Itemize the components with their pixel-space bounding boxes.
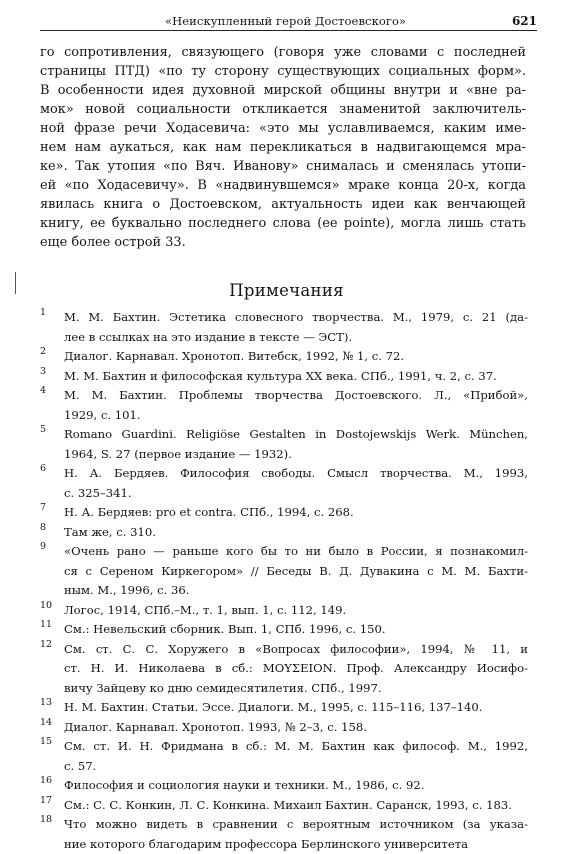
footnote-line: вичу Зайцеву ко дню семидесятилетия. СПб., 1997. [64, 679, 528, 699]
footnote-line: 1964, S. 27 (первое издание — 1932). [64, 445, 528, 465]
footnote-line: Romano Guardini. Religiöse Gestalten in Dostojewskijs Werk. München, [64, 425, 528, 445]
text-line: еще более острой 33. [40, 233, 526, 252]
footnote-text [64, 815, 528, 854]
text-line: мок» новой социальности откликается знаменитой заключитель- [40, 100, 526, 119]
footnote-text [64, 718, 528, 738]
footnote-text [64, 347, 528, 367]
footnote-line: М. М. Бахтин. Проблемы творчества Достоевского. Л., «Прибой», [64, 386, 528, 406]
footnote-line: Н. А. Бердяев: pro et contra. СПб., 1994, с. 268. [64, 503, 528, 523]
notes-heading: Примечания [0, 281, 573, 300]
footnote-text [64, 620, 528, 640]
footnote-line: ст. Н. И. Николаева в сб.: ΜΟΥΣΕΙΟΝ. Проф. Александру Иосифо- [64, 659, 528, 679]
footnote-line: 1929, с. 101. [64, 406, 528, 426]
footnote-text [64, 737, 528, 776]
footnote-number: 3 [40, 362, 46, 382]
footnote-line: с. 325–341. [64, 484, 528, 504]
footnote-number: 8 [40, 518, 46, 538]
footnote-line: лее в ссылках на это издание в тексте — ЭСТ). [64, 328, 528, 348]
footnote-text [64, 425, 528, 464]
footnote-number: 5 [40, 420, 46, 440]
footnote-text [64, 640, 528, 699]
footnote-number: 18 [40, 810, 52, 830]
footnote-line: Философия и социология науки и техники. М., 1986, с. 92. [64, 776, 528, 796]
footnote-number: 12 [40, 635, 52, 655]
text-line: В особенности идея духовной мирской общины внутри и «вне ра- [40, 81, 526, 100]
footnote-line: Там же, с. 310. [64, 523, 528, 543]
text-line: нем нам аукаться, как нам перекликаться в надвигающемся мра- [40, 138, 526, 157]
footnote-line: Диалог. Карнавал. Хронотоп. Витебск, 1992, № 1, с. 72. [64, 347, 528, 367]
footnote-line: «Очень рано — раньше кого бы то ни было в России, я познакомил- [64, 542, 528, 562]
footnote-number: 1 [40, 303, 46, 323]
footnote-text [64, 386, 528, 425]
footnote-text [64, 503, 528, 523]
footnote-line: См.: Невельский сборник. Вып. 1, СПб. 1996, с. 150. [64, 620, 528, 640]
footnote-number: 11 [40, 615, 52, 635]
footnote-text [64, 523, 528, 543]
footnote-line: ся с Сереном Киркегором» // Беседы В. Д. Дувакина с М. М. Бахти- [64, 562, 528, 582]
footnote-line: Логос, 1914, СПб.–М., т. 1, вып. 1, с. 112, 149. [64, 601, 528, 621]
footnote-line: ние которого благодарим профессора Берлинского университета [64, 835, 528, 854]
footnote-line: Н. А. Бердяев. Философия свободы. Смысл творчества. М., 1993, [64, 464, 528, 484]
text-line: ей «по Ходасевичу». В «надвинувшемся» мраке конца 20-х, когда [40, 176, 526, 195]
footnote-line: Что можно видеть в сравнении с вероятным источником (за указа- [64, 815, 528, 835]
footnote-text [64, 776, 528, 796]
running-title: «Неискупленный герой Достоевского» [165, 12, 406, 30]
footnote-number: 7 [40, 498, 46, 518]
footnote-line: Диалог. Карнавал. Хронотоп. 1993, № 2–3, с. 158. [64, 718, 528, 738]
main-text [40, 43, 526, 252]
footnote-line: См. ст. С. С. Хоружего в «Вопросах философии», 1994, № 11, и [64, 640, 528, 660]
footnote-line: с. 57. [64, 757, 528, 777]
text-line: го сопротивления, связующего (говоря уже словами с последней [40, 43, 526, 62]
footnote-text [64, 698, 528, 718]
footnote-text [64, 796, 528, 816]
footnote-text [64, 601, 528, 621]
footnote-text [64, 367, 528, 387]
footnote-number: 14 [40, 713, 52, 733]
footnote-line: М. М. Бахтин. Эстетика словесного творчества. М., 1979, с. 21 (да- [64, 308, 528, 328]
text-line: страницы ПТД) «по ту сторону существующих социальных форм». [40, 62, 526, 81]
footnote-line: М. М. Бахтин и философская культура XX века. СПб., 1991, ч. 2, с. 37. [64, 367, 528, 387]
footnote-number: 16 [40, 771, 52, 791]
footnote-text [64, 542, 528, 601]
text-line: ке». Так утопия «по Вяч. Иванову» снималась и сменялась утопи- [40, 157, 526, 176]
footnote-number: 13 [40, 693, 52, 713]
footnote-text [64, 464, 528, 503]
footnote-number: 6 [40, 459, 46, 479]
text-line: ной фразе речи Ходасевича: «это мы уславливаемся, каким име- [40, 119, 526, 138]
footnote-line: ным. М., 1996, с. 36. [64, 581, 528, 601]
footnote-number: 10 [40, 596, 52, 616]
footnote-text [64, 308, 528, 347]
footnote-line: Н. М. Бахтин. Статьи. Эссе. Диалоги. М., 1995, с. 115–116, 137–140. [64, 698, 528, 718]
footnote-number: 2 [40, 342, 46, 362]
text-line: явилась книга о Достоевском, актуальность идеи как венчающей [40, 195, 526, 214]
footnote-number: 15 [40, 732, 52, 752]
page-number: 621 [512, 12, 537, 30]
footnote-line: См.: С. С. Конкин, Л. С. Конкина. Михаил Бахтин. Саранск, 1993, с. 183. [64, 796, 528, 816]
text-line: книгу, ее буквально последнего слова (ее pointe), могла лишь стать [40, 214, 526, 233]
running-header [40, 10, 537, 31]
footnote-line: См. ст. И. Н. Фридмана в сб.: М. М. Бахтин как философ. М., 1992, [64, 737, 528, 757]
footnote-number: 4 [40, 381, 46, 401]
footnote-number: 9 [40, 537, 46, 557]
footnote-number: 17 [40, 791, 52, 811]
